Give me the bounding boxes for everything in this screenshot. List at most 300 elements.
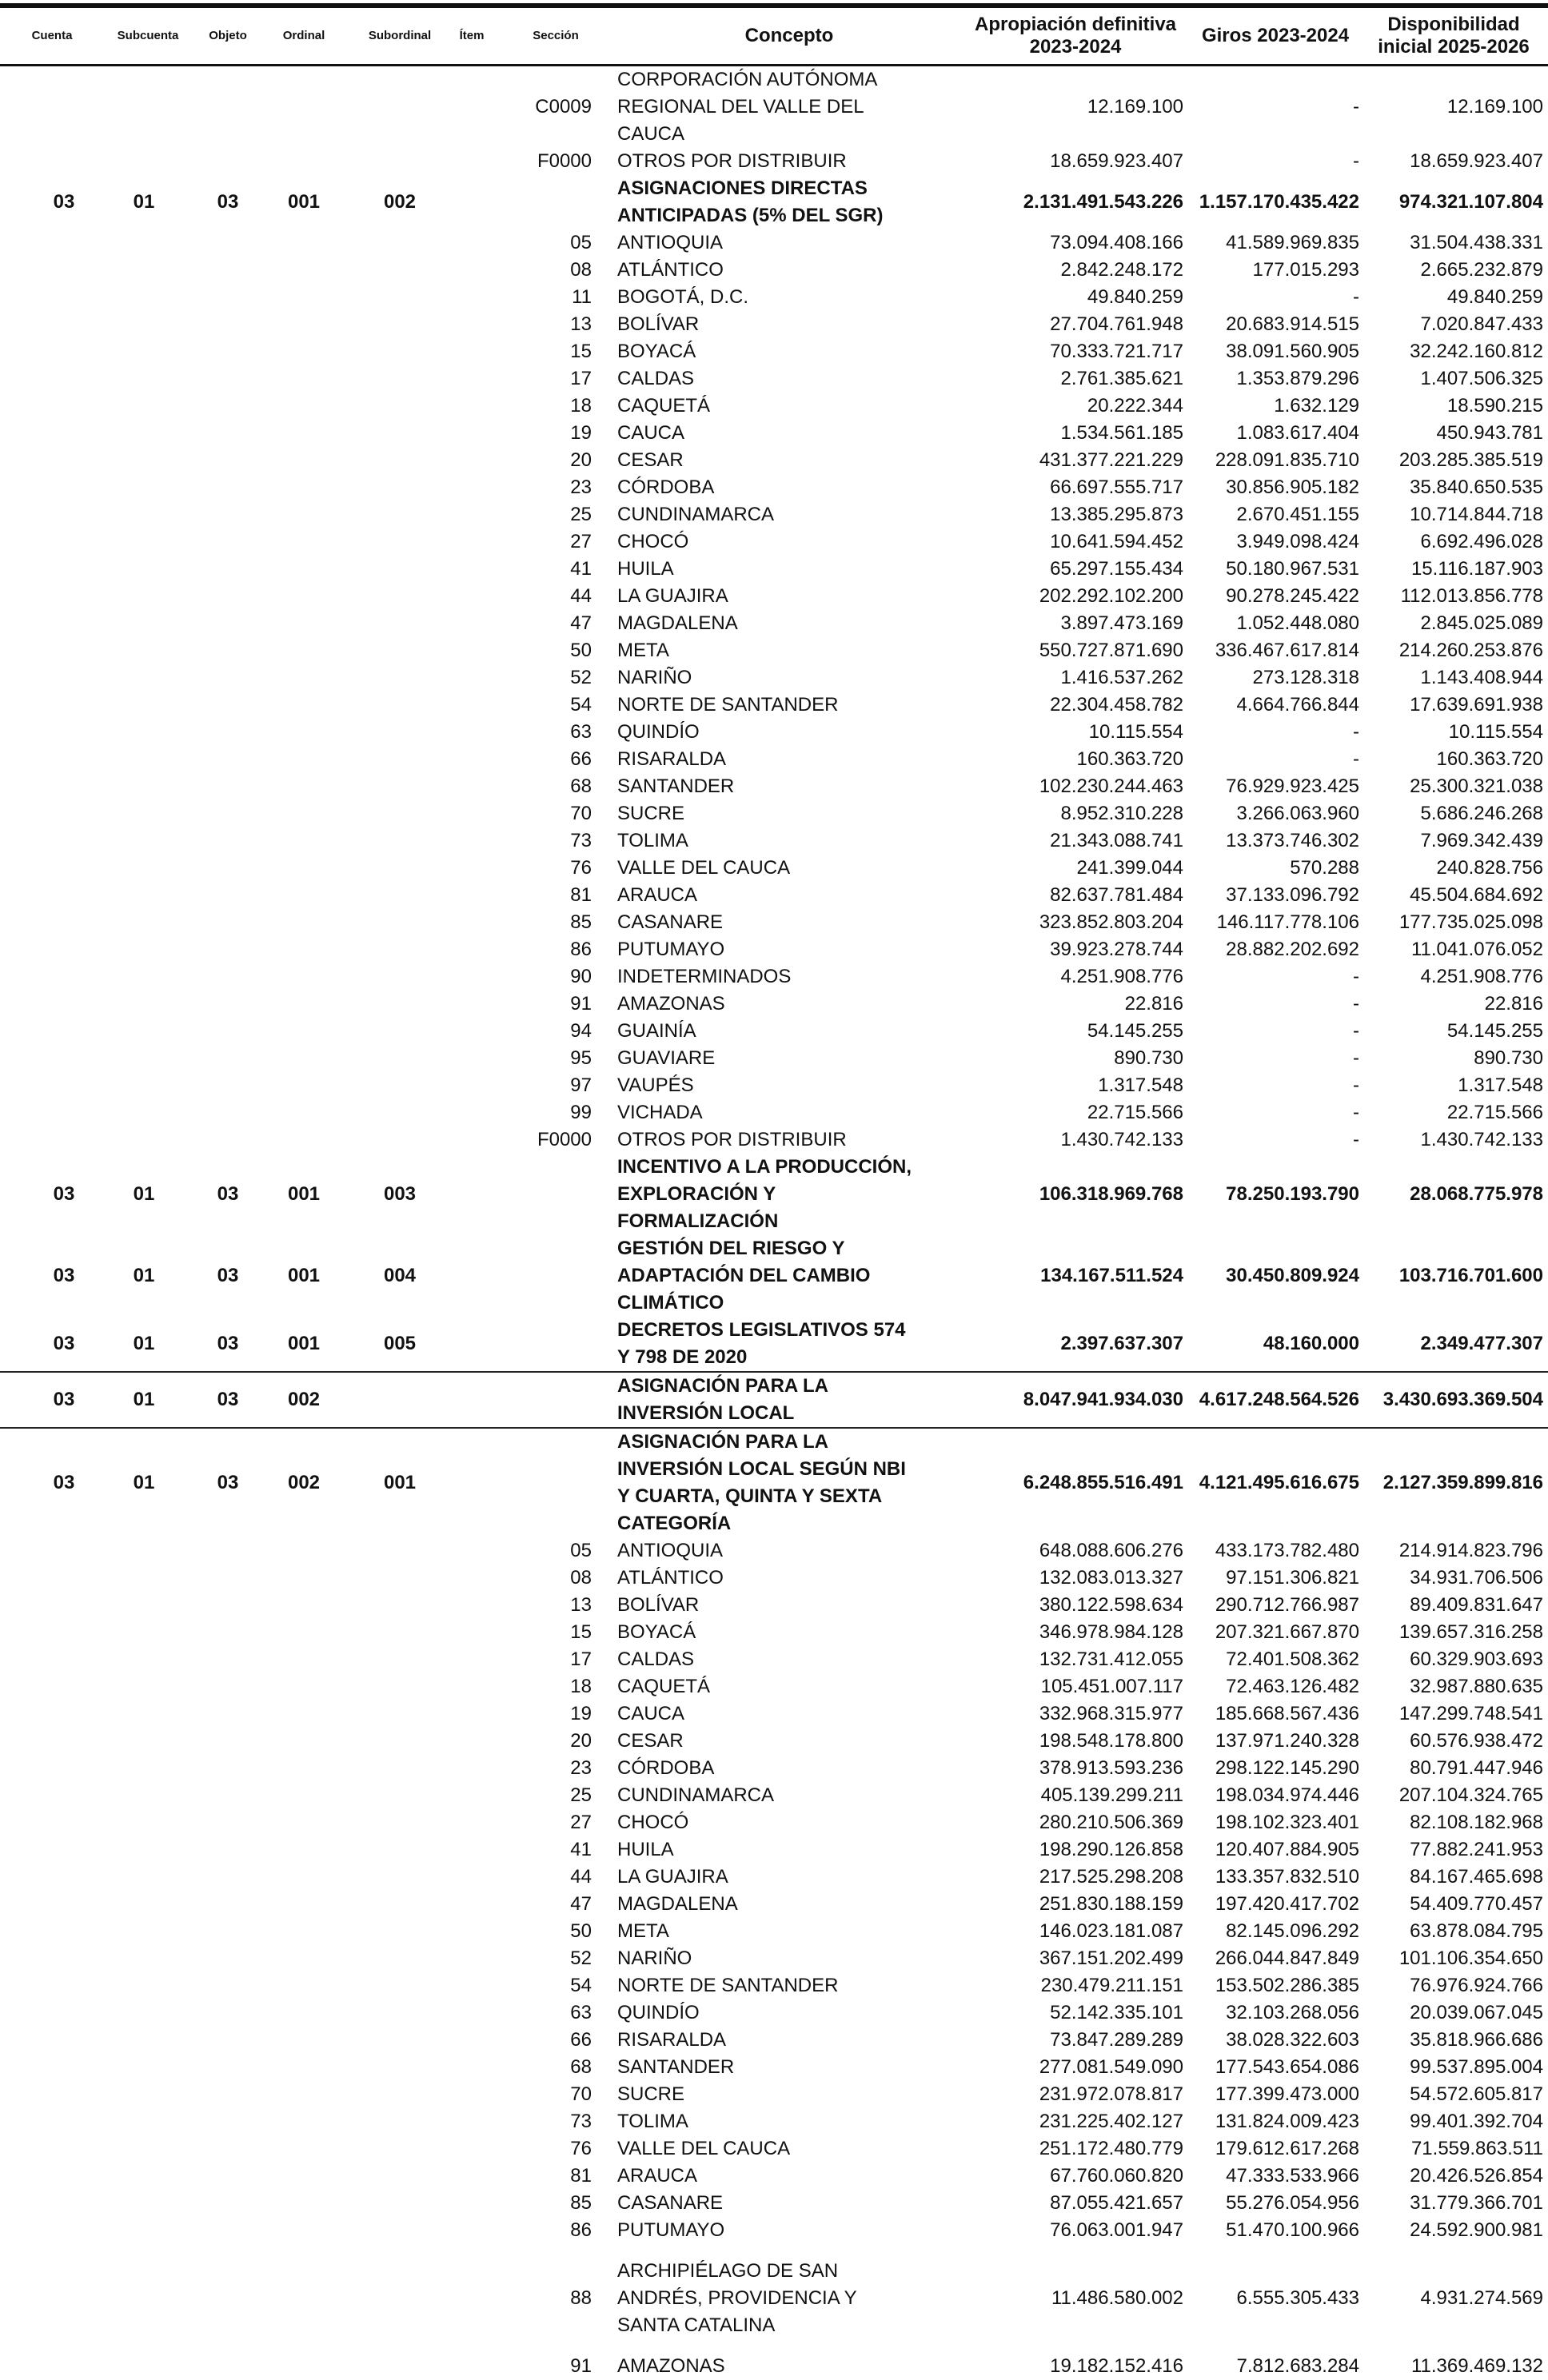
giros-cell: 41.589.969.835 [1226, 232, 1359, 253]
table-row [0, 447, 1548, 474]
seccion-cell: 17 [570, 1648, 592, 1670]
table-row [0, 1537, 1548, 1565]
header-objeto: Objeto [209, 29, 247, 43]
table-row [0, 556, 1548, 583]
apropiacion-cell: 2.131.491.543.226 [1023, 191, 1183, 213]
apropiacion-cell: 251.830.188.159 [1039, 1893, 1183, 1915]
seccion-cell: 05 [570, 232, 592, 253]
disponibilidad-cell: 1.430.742.133 [1420, 1129, 1543, 1150]
giros-cell: 153.502.286.385 [1215, 1975, 1359, 1996]
giros-cell: 4.121.495.616.675 [1199, 1472, 1359, 1493]
disponibilidad-cell: 15.116.187.903 [1410, 558, 1543, 580]
seccion-cell: 23 [570, 476, 592, 498]
giros-cell: 72.401.508.362 [1226, 1648, 1359, 1670]
giros-cell: 37.133.096.792 [1226, 884, 1359, 906]
seccion-cell: 11 [572, 286, 592, 308]
disponibilidad-cell: 10.115.554 [1448, 721, 1543, 743]
disponibilidad-cell: 99.401.392.704 [1410, 2111, 1543, 2132]
seccion-cell: 25 [570, 1784, 592, 1806]
disponibilidad-cell: 22.816 [1484, 993, 1543, 1015]
giros-cell: 273.128.318 [1252, 667, 1359, 688]
seccion-cell: 17 [570, 368, 592, 389]
apropiacion-cell: 2.842.248.172 [1060, 259, 1183, 281]
table-row [0, 991, 1548, 1018]
disponibilidad-cell: 214.914.823.796 [1398, 1540, 1543, 1561]
disponibilidad-cell: 103.716.701.600 [1398, 1265, 1543, 1286]
apropiacion-cell: 22.816 [1124, 993, 1183, 1015]
apropiacion-cell: 73.094.408.166 [1050, 232, 1183, 253]
giros-cell: 38.091.560.905 [1226, 341, 1359, 362]
concepto-cell: LA GUAJIRA [617, 585, 728, 607]
disponibilidad-cell: 160.363.720 [1436, 748, 1543, 770]
giros-cell: 177.015.293 [1252, 259, 1359, 281]
giros-cell: 197.420.417.702 [1215, 1893, 1359, 1915]
table-row [0, 1099, 1548, 1126]
table-row [0, 2108, 1548, 2135]
disponibilidad-cell: 11.041.076.052 [1410, 939, 1543, 960]
disponibilidad-cell: 35.818.966.686 [1410, 2029, 1543, 2051]
table-row [0, 1999, 1548, 2027]
concepto-cell: VAUPÉS [617, 1074, 694, 1096]
cuenta-cell: 03 [53, 1472, 75, 1493]
giros-cell: 76.929.923.425 [1226, 775, 1359, 797]
table-row [0, 2353, 1548, 2380]
apropiacion-cell: 1.416.537.262 [1060, 667, 1183, 688]
seccion-cell: 97 [570, 1074, 592, 1096]
giros-cell: 20.683.914.515 [1226, 313, 1359, 335]
disponibilidad-cell: 63.878.084.795 [1410, 1920, 1543, 1942]
apropiacion-cell: 10.641.594.452 [1050, 531, 1183, 552]
objeto-cell: 03 [217, 1265, 239, 1286]
concepto-cell: ANTIOQUIA [617, 232, 724, 253]
table-row [0, 637, 1548, 664]
table-row [0, 1235, 1548, 1317]
concepto-cell: CAQUETÁ [617, 395, 711, 417]
seccion-cell: 08 [570, 259, 592, 281]
seccion-cell: 05 [570, 1540, 592, 1561]
concepto-cell: LA GUAJIRA [617, 1866, 728, 1888]
giros-cell: 146.117.778.106 [1216, 911, 1359, 933]
apropiacion-cell: 13.385.295.873 [1050, 504, 1183, 525]
giros-cell: 133.357.832.510 [1215, 1866, 1359, 1888]
apropiacion-cell: 106.318.969.768 [1039, 1183, 1183, 1205]
seccion-cell: 19 [570, 1703, 592, 1724]
disponibilidad-cell: 450.943.781 [1436, 422, 1543, 444]
objeto-cell: 03 [217, 191, 239, 213]
header-subordinal: Subordinal [368, 29, 432, 43]
apropiacion-cell: 367.151.202.499 [1039, 1947, 1183, 1969]
concepto-cell: ARCHIPIÉLAGO DE SAN ANDRÉS, PROVIDENCIA Y SANTA CATALINA [617, 2260, 857, 2336]
disponibilidad-cell: 139.657.316.258 [1398, 1621, 1543, 1643]
apropiacion-cell: 4.251.908.776 [1060, 966, 1183, 987]
apropiacion-cell: 18.659.923.407 [1050, 150, 1183, 172]
disponibilidad-cell: 60.576.938.472 [1410, 1730, 1543, 1752]
seccion-cell: 20 [570, 449, 592, 471]
seccion-cell: 47 [570, 612, 592, 634]
concepto-cell: CAUCA [617, 422, 685, 444]
concepto-cell: CUNDINAMARCA [617, 504, 775, 525]
objeto-cell: 03 [217, 1183, 239, 1205]
giros-cell: 28.882.202.692 [1226, 939, 1359, 960]
disponibilidad-cell: 2.845.025.089 [1420, 612, 1543, 634]
concepto-cell: CHOCÓ [617, 1812, 689, 1833]
disponibilidad-cell: 4.931.274.569 [1420, 2287, 1543, 2309]
seccion-cell: 44 [570, 585, 592, 607]
seccion-cell: 68 [570, 775, 592, 797]
giros-cell: 177.543.654.086 [1215, 2056, 1359, 2078]
concepto-cell: CÓRDOBA [617, 476, 715, 498]
concepto-cell: QUINDÍO [617, 2002, 700, 2023]
apropiacion-cell: 76.063.001.947 [1050, 2219, 1183, 2241]
giros-cell: 47.333.533.966 [1226, 2165, 1359, 2187]
giros-cell: 185.668.567.436 [1215, 1703, 1359, 1724]
disponibilidad-cell: 20.426.526.854 [1410, 2165, 1543, 2187]
subordinal-cell: 001 [383, 1472, 417, 1493]
disponibilidad-cell: 31.504.438.331 [1410, 232, 1543, 253]
concepto-cell: ATLÁNTICO [617, 259, 724, 281]
cuenta-cell: 03 [53, 1389, 75, 1410]
apropiacion-cell: 22.715.566 [1087, 1102, 1183, 1123]
apropiacion-cell: 105.451.007.117 [1040, 1676, 1183, 1697]
subordinal-cell: 002 [383, 191, 417, 213]
apropiacion-cell: 54.145.255 [1087, 1020, 1183, 1042]
seccion-cell: 81 [570, 2165, 592, 2187]
disponibilidad-cell: 99.537.895.004 [1410, 2056, 1543, 2078]
seccion-cell: 41 [570, 1839, 592, 1860]
giros-cell: 266.044.847.849 [1215, 1947, 1359, 1969]
table-row [0, 1072, 1548, 1099]
table-row [0, 338, 1548, 365]
disponibilidad-cell: 974.321.107.804 [1398, 191, 1543, 213]
cuenta-cell: 03 [53, 1265, 75, 1286]
disponibilidad-cell: 112.013.856.778 [1400, 585, 1543, 607]
giros-cell: 177.399.473.000 [1215, 2083, 1359, 2105]
seccion-cell: 15 [570, 1621, 592, 1643]
seccion-cell: 54 [570, 694, 592, 716]
table-row [0, 1646, 1548, 1673]
table-row [0, 66, 1548, 148]
seccion-cell: 86 [570, 2219, 592, 2241]
giros-cell: 7.812.683.284 [1236, 2355, 1359, 2377]
disponibilidad-cell: 84.167.465.698 [1410, 1866, 1543, 1888]
concepto-cell: AMAZONAS [617, 2355, 725, 2377]
seccion-cell: 52 [570, 667, 592, 688]
table-row [0, 2163, 1548, 2190]
giros-cell: 336.467.617.814 [1215, 640, 1359, 661]
giros-cell: 51.470.100.966 [1226, 2219, 1359, 2241]
apropiacion-cell: 2.761.385.621 [1060, 368, 1183, 389]
subcuenta-cell: 01 [133, 1333, 155, 1354]
concepto-cell: META [617, 640, 669, 661]
seccion-cell: 19 [570, 422, 592, 444]
table-row [0, 1972, 1548, 1999]
table-header [0, 8, 1548, 66]
disponibilidad-cell: 34.931.706.506 [1410, 1567, 1543, 1589]
apropiacion-cell: 8.952.310.228 [1060, 803, 1183, 824]
table-row [0, 474, 1548, 501]
apropiacion-cell: 198.290.126.858 [1039, 1839, 1183, 1860]
table-row [0, 2190, 1548, 2217]
cuenta-cell: 03 [53, 1183, 75, 1205]
apropiacion-cell: 3.897.473.169 [1060, 612, 1183, 634]
table-row [0, 610, 1548, 637]
seccion-cell: 91 [570, 993, 592, 1015]
disponibilidad-cell: 76.976.924.766 [1410, 1975, 1543, 1996]
table-row [0, 1619, 1548, 1646]
seccion-cell: 85 [570, 911, 592, 933]
concepto-cell: BOLÍVAR [617, 1594, 700, 1616]
disponibilidad-cell: 54.145.255 [1446, 1020, 1543, 1042]
table-row [0, 1018, 1548, 1045]
apropiacion-cell: 20.222.344 [1087, 395, 1183, 417]
apropiacion-cell: 132.083.013.327 [1039, 1567, 1183, 1589]
giros-cell: 1.083.617.404 [1236, 422, 1359, 444]
concepto-cell: ARAUCA [617, 2165, 698, 2187]
giros-cell: 207.321.667.870 [1215, 1621, 1359, 1643]
apropiacion-cell: 230.479.211.151 [1040, 1975, 1183, 1996]
apropiacion-cell: 22.304.458.782 [1050, 694, 1183, 716]
concepto-cell: CHOCÓ [617, 531, 689, 552]
giros-cell: 82.145.096.292 [1226, 1920, 1359, 1942]
seccion-cell: 68 [570, 2056, 592, 2078]
concepto-cell: BOYACÁ [617, 1621, 696, 1643]
concepto-cell: CALDAS [617, 368, 695, 389]
disponibilidad-cell: 25.300.321.038 [1410, 775, 1543, 797]
concepto-cell: BOYACÁ [617, 341, 696, 362]
objeto-cell: 03 [217, 1472, 239, 1493]
disponibilidad-cell: 3.430.693.369.504 [1382, 1389, 1543, 1410]
concepto-cell: SANTANDER [617, 2056, 735, 2078]
apropiacion-cell: 380.122.598.634 [1039, 1594, 1183, 1616]
concepto-cell: NARIÑO [617, 667, 692, 688]
concepto-cell: SANTANDER [617, 775, 735, 797]
concepto-cell: PUTUMAYO [617, 2219, 725, 2241]
apropiacion-cell: 231.972.078.817 [1039, 2083, 1183, 2105]
giros-cell: 78.250.193.790 [1226, 1183, 1359, 1205]
disponibilidad-cell: 71.559.863.511 [1410, 2138, 1543, 2159]
concepto-cell: OTROS POR DISTRIBUIR [617, 1129, 847, 1150]
disponibilidad-cell: 7.969.342.439 [1420, 830, 1543, 851]
apropiacion-cell: 11.486.580.002 [1051, 2287, 1183, 2309]
giros-cell: - [1353, 286, 1359, 308]
concepto-cell: TOLIMA [617, 830, 688, 851]
disponibilidad-cell: 28.068.775.978 [1410, 1183, 1543, 1205]
disponibilidad-cell: 101.106.354.650 [1398, 1947, 1543, 1969]
seccion-cell: 23 [570, 1757, 592, 1779]
table-row [0, 229, 1548, 257]
disponibilidad-cell: 32.242.160.812 [1410, 341, 1543, 362]
table-row [0, 1565, 1548, 1592]
disponibilidad-cell: 49.840.259 [1446, 286, 1543, 308]
apropiacion-cell: 280.210.506.369 [1039, 1812, 1183, 1833]
table-row [0, 1728, 1548, 1755]
header-concepto: Concepto [744, 25, 834, 47]
giros-cell: 179.612.617.268 [1215, 2138, 1359, 2159]
table-row [0, 909, 1548, 936]
disponibilidad-cell: 45.504.684.692 [1410, 884, 1543, 906]
disponibilidad-cell: 89.409.831.647 [1410, 1594, 1543, 1616]
giros-cell: 55.276.054.956 [1226, 2192, 1359, 2214]
concepto-cell: CAUCA [617, 1703, 685, 1724]
disponibilidad-cell: 18.590.215 [1446, 395, 1543, 417]
table-row [0, 284, 1548, 311]
apropiacion-cell: 378.913.593.236 [1039, 1757, 1183, 1779]
concepto-cell: CASANARE [617, 2192, 724, 2214]
apropiacion-cell: 73.847.289.289 [1050, 2029, 1183, 2051]
concepto-cell: SUCRE [617, 803, 685, 824]
disponibilidad-cell: 31.779.366.701 [1410, 2192, 1543, 2214]
table-row [0, 1700, 1548, 1728]
apropiacion-cell: 19.182.152.416 [1050, 2355, 1183, 2377]
concepto-cell: CASANARE [617, 911, 724, 933]
table-row [0, 800, 1548, 827]
giros-cell: - [1353, 96, 1359, 118]
disponibilidad-cell: 24.592.900.981 [1410, 2219, 1543, 2241]
apropiacion-cell: 1.317.548 [1098, 1074, 1183, 1096]
seccion-cell: 27 [570, 1812, 592, 1833]
concepto-cell: DECRETOS LEGISLATIVOS 574 Y 798 DE 2020 [617, 1319, 906, 1368]
apropiacion-cell: 1.430.742.133 [1060, 1129, 1183, 1150]
concepto-cell: CESAR [617, 449, 684, 471]
table-row [0, 175, 1548, 229]
subcuenta-cell: 01 [133, 1265, 155, 1286]
concepto-cell: META [617, 1920, 669, 1942]
giros-cell: - [1353, 1047, 1359, 1069]
concepto-cell: VALLE DEL CAUCA [617, 2138, 791, 2159]
table-row [0, 311, 1548, 338]
giros-cell: - [1353, 748, 1359, 770]
concepto-cell: NORTE DE SANTANDER [617, 1975, 839, 1996]
header-cuenta: Cuenta [31, 29, 73, 43]
table-row [0, 393, 1548, 420]
disponibilidad-cell: 77.882.241.953 [1410, 1839, 1543, 1860]
disponibilidad-cell: 82.108.182.968 [1410, 1812, 1543, 1833]
disponibilidad-cell: 22.715.566 [1446, 1102, 1543, 1123]
apropiacion-cell: 1.534.561.185 [1060, 422, 1183, 444]
giros-cell: 90.278.245.422 [1226, 585, 1359, 607]
giros-cell: 3.949.098.424 [1236, 531, 1359, 552]
apropiacion-cell: 27.704.761.948 [1050, 313, 1183, 335]
giros-cell: 198.034.974.446 [1215, 1784, 1359, 1806]
concepto-cell: AMAZONAS [617, 993, 725, 1015]
disponibilidad-cell: 54.572.605.817 [1410, 2083, 1543, 2105]
concepto-cell: ARAUCA [617, 884, 698, 906]
disponibilidad-cell: 2.665.232.879 [1420, 259, 1543, 281]
concepto-cell: RISARALDA [617, 748, 727, 770]
apropiacion-cell: 890.730 [1114, 1047, 1183, 1069]
seccion-cell: 50 [570, 640, 592, 661]
giros-cell: 120.407.884.905 [1215, 1839, 1359, 1860]
apropiacion-cell: 431.377.221.229 [1039, 449, 1183, 471]
disponibilidad-cell: 177.735.025.098 [1398, 911, 1543, 933]
giros-cell: 137.971.240.328 [1215, 1730, 1359, 1752]
concepto-cell: BOLÍVAR [617, 313, 700, 335]
disponibilidad-cell: 60.329.903.693 [1410, 1648, 1543, 1670]
concepto-cell: INDETERMINADOS [617, 966, 792, 987]
seccion-cell: 66 [570, 748, 592, 770]
table-row [0, 1126, 1548, 1154]
apropiacion-cell: 251.172.480.779 [1039, 2138, 1183, 2159]
concepto-cell: INCENTIVO A LA PRODUCCIÓN, EXPLORACIÓN Y FORMALIZACIÓN [617, 1156, 912, 1232]
seccion-cell: 95 [570, 1047, 592, 1069]
giros-cell: 13.373.746.302 [1226, 830, 1359, 851]
apropiacion-cell: 160.363.720 [1076, 748, 1183, 770]
seccion-cell: 54 [570, 1975, 592, 1996]
giros-cell: 1.632.129 [1274, 395, 1359, 417]
concepto-cell: CORPORACIÓN AUTÓNOMA REGIONAL DEL VALLE DEL CAUCA [617, 69, 878, 145]
giros-cell: - [1353, 993, 1359, 1015]
disponibilidad-cell: 1.407.506.325 [1420, 368, 1543, 389]
cuenta-cell: 03 [53, 1333, 75, 1354]
seccion-cell: 18 [570, 1676, 592, 1697]
apropiacion-cell: 52.142.335.101 [1050, 2002, 1183, 2023]
table-row [0, 1154, 1548, 1235]
disponibilidad-cell: 2.349.477.307 [1420, 1333, 1543, 1354]
giros-cell: 290.712.766.987 [1215, 1594, 1359, 1616]
concepto-cell: PUTUMAYO [617, 939, 725, 960]
giros-cell: 2.670.451.155 [1236, 504, 1359, 525]
disponibilidad-cell: 17.639.691.938 [1410, 694, 1543, 716]
apropiacion-cell: 82.637.781.484 [1050, 884, 1183, 906]
objeto-cell: 03 [217, 1389, 239, 1410]
apropiacion-cell: 405.139.299.211 [1040, 1784, 1183, 1806]
seccion-cell: 13 [570, 313, 592, 335]
apropiacion-cell: 67.760.060.820 [1050, 2165, 1183, 2187]
table-row [0, 827, 1548, 855]
table-row [0, 1592, 1548, 1619]
seccion-cell: 41 [570, 558, 592, 580]
table-row [0, 936, 1548, 963]
giros-cell: - [1353, 721, 1359, 743]
apropiacion-cell: 132.731.412.055 [1039, 1648, 1183, 1670]
seccion-cell: 13 [570, 1594, 592, 1616]
concepto-cell: ANTIOQUIA [617, 1540, 724, 1561]
subcuenta-cell: 01 [133, 1389, 155, 1410]
seccion-cell: 66 [570, 2029, 592, 2051]
giros-cell: 570.288 [1290, 857, 1359, 879]
table-row [0, 257, 1548, 284]
disponibilidad-cell: 890.730 [1474, 1047, 1543, 1069]
concepto-cell: SUCRE [617, 2083, 685, 2105]
table-row [0, 2244, 1548, 2353]
seccion-cell: 15 [570, 341, 592, 362]
table-row [0, 1836, 1548, 1864]
table-row [0, 365, 1548, 393]
giros-cell: 433.173.782.480 [1215, 1540, 1359, 1561]
concepto-cell: GESTIÓN DEL RIESGO Y ADAPTACIÓN DEL CAMBIO CLIMÁTICO [617, 1238, 871, 1314]
table-row [0, 420, 1548, 447]
disponibilidad-cell: 18.659.923.407 [1410, 150, 1543, 172]
ordinal-cell: 001 [287, 1333, 321, 1354]
apropiacion-cell: 134.167.511.524 [1040, 1265, 1183, 1286]
seccion-cell: 63 [570, 2002, 592, 2023]
disponibilidad-cell: 1.143.408.944 [1420, 667, 1543, 688]
concepto-cell: OTROS POR DISTRIBUIR [617, 150, 847, 172]
cuenta-cell: 03 [53, 191, 75, 213]
disponibilidad-cell: 240.828.756 [1436, 857, 1543, 879]
table-row [0, 1371, 1548, 1427]
apropiacion-cell: 231.225.402.127 [1039, 2111, 1183, 2132]
seccion-cell: 08 [570, 1567, 592, 1589]
concepto-cell: GUAVIARE [617, 1047, 716, 1069]
giros-cell: - [1353, 1074, 1359, 1096]
table-row [0, 1809, 1548, 1836]
table-row [0, 1891, 1548, 1918]
giros-cell: 298.122.145.290 [1215, 1757, 1359, 1779]
concepto-cell: ASIGNACIÓN PARA LA INVERSIÓN LOCAL SEGÚN NBI Y CUARTA, QUINTA Y SEXTA CATEGORÍA [617, 1431, 906, 1534]
disponibilidad-cell: 10.714.844.718 [1410, 504, 1543, 525]
giros-cell: - [1353, 966, 1359, 987]
